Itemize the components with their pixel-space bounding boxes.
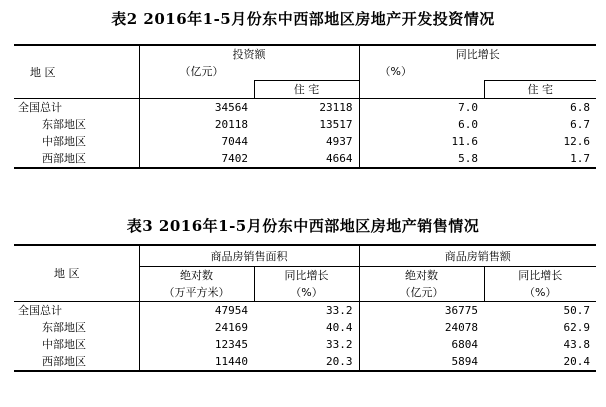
investment-table (14, 44, 596, 169)
invest-housing-header: 住 宅 (254, 81, 359, 99)
table-row (14, 336, 596, 353)
invest-housing-value: 23118 (254, 99, 359, 117)
table3-title: 表3 2016年1-5月份东中西部地区房地产销售情况 (126, 217, 480, 235)
region-header: 地 区 (14, 245, 139, 302)
table-row (14, 150, 596, 168)
invest-header-line1: 投资额 (139, 45, 359, 63)
invest-housing-value: 13517 (254, 116, 359, 133)
growth-housing-header: 住 宅 (484, 81, 596, 99)
table2-title: 表2 2016年1-5月份东中西部地区房地产开发投资情况 (111, 10, 495, 28)
sales-header: 商品房销售额 (444, 249, 511, 263)
sales-value: 36775 (444, 304, 478, 317)
region-header: 地 区 (14, 45, 139, 99)
abs-sales-header-line2: （亿元） (359, 284, 484, 302)
invest-value: 7044 (221, 135, 248, 148)
invest-header-line2: （亿元） (139, 63, 359, 81)
area-header: 商品房销售面积 (139, 245, 359, 267)
table-row (14, 133, 596, 150)
growth-housing-value: 1.7 (484, 150, 596, 168)
sales-growth-value: 43.8 (563, 338, 590, 351)
table-row (14, 319, 596, 336)
area-growth-value: 33.2 (254, 302, 359, 320)
sales-growth-header-line1: 同比增长 (484, 267, 596, 285)
growth-header-line1: 同比增长 (455, 48, 500, 61)
growth-value: 5.8 (359, 150, 484, 168)
sales-value: 24078 (444, 321, 478, 334)
invest-housing-value: 4937 (254, 133, 359, 150)
row-label: 东部地区 (14, 116, 139, 133)
invest-value: 7402 (139, 150, 254, 168)
area-growth-header-line1: 同比增长 (254, 267, 359, 285)
area-growth-value: 20.3 (254, 353, 359, 371)
sales-growth-header-line2: （%） (484, 284, 596, 302)
area-value: 24169 (214, 321, 248, 334)
growth-value: 11.6 (451, 135, 478, 148)
area-growth-value: 33.2 (254, 336, 359, 353)
abs-area-header-line2: （万平方米） (139, 284, 254, 302)
abs-area-header-line1: 绝对数 (139, 267, 254, 285)
area-growth-value: 40.4 (254, 319, 359, 336)
area-growth-header-line2: （%） (254, 284, 359, 302)
row-label: 全国总计 (14, 99, 139, 117)
growth-value: 6.0 (458, 118, 478, 131)
growth-housing-value: 6.8 (570, 101, 590, 114)
row-label: 西部地区 (14, 353, 139, 371)
row-label: 中部地区 (14, 336, 139, 353)
area-value: 12345 (214, 338, 248, 351)
sales-growth-value: 50.7 (563, 304, 590, 317)
area-value: 11440 (139, 353, 254, 371)
sales-value: 6804 (451, 338, 478, 351)
invest-value: 34564 (214, 101, 248, 114)
abs-sales-header-line1: 绝对数 (359, 267, 484, 285)
table-row (14, 353, 596, 371)
invest-value: 20118 (214, 118, 248, 131)
growth-housing-value: 6.7 (570, 118, 590, 131)
table-row (14, 302, 596, 320)
row-label: 西部地区 (14, 150, 139, 168)
growth-header-line2: （%） (379, 65, 412, 78)
row-label: 中部地区 (14, 133, 139, 150)
row-label: 东部地区 (14, 319, 139, 336)
sales-table (14, 244, 596, 372)
growth-value: 7.0 (458, 101, 478, 114)
sales-growth-value: 62.9 (563, 321, 590, 334)
invest-housing-value: 4664 (254, 150, 359, 168)
table-row (14, 99, 596, 117)
row-label: 全国总计 (14, 302, 139, 320)
sales-value: 5894 (359, 353, 484, 371)
growth-housing-value: 12.6 (563, 135, 590, 148)
area-value: 47954 (214, 304, 248, 317)
sales-growth-value: 20.4 (484, 353, 596, 371)
table-row (14, 116, 596, 133)
